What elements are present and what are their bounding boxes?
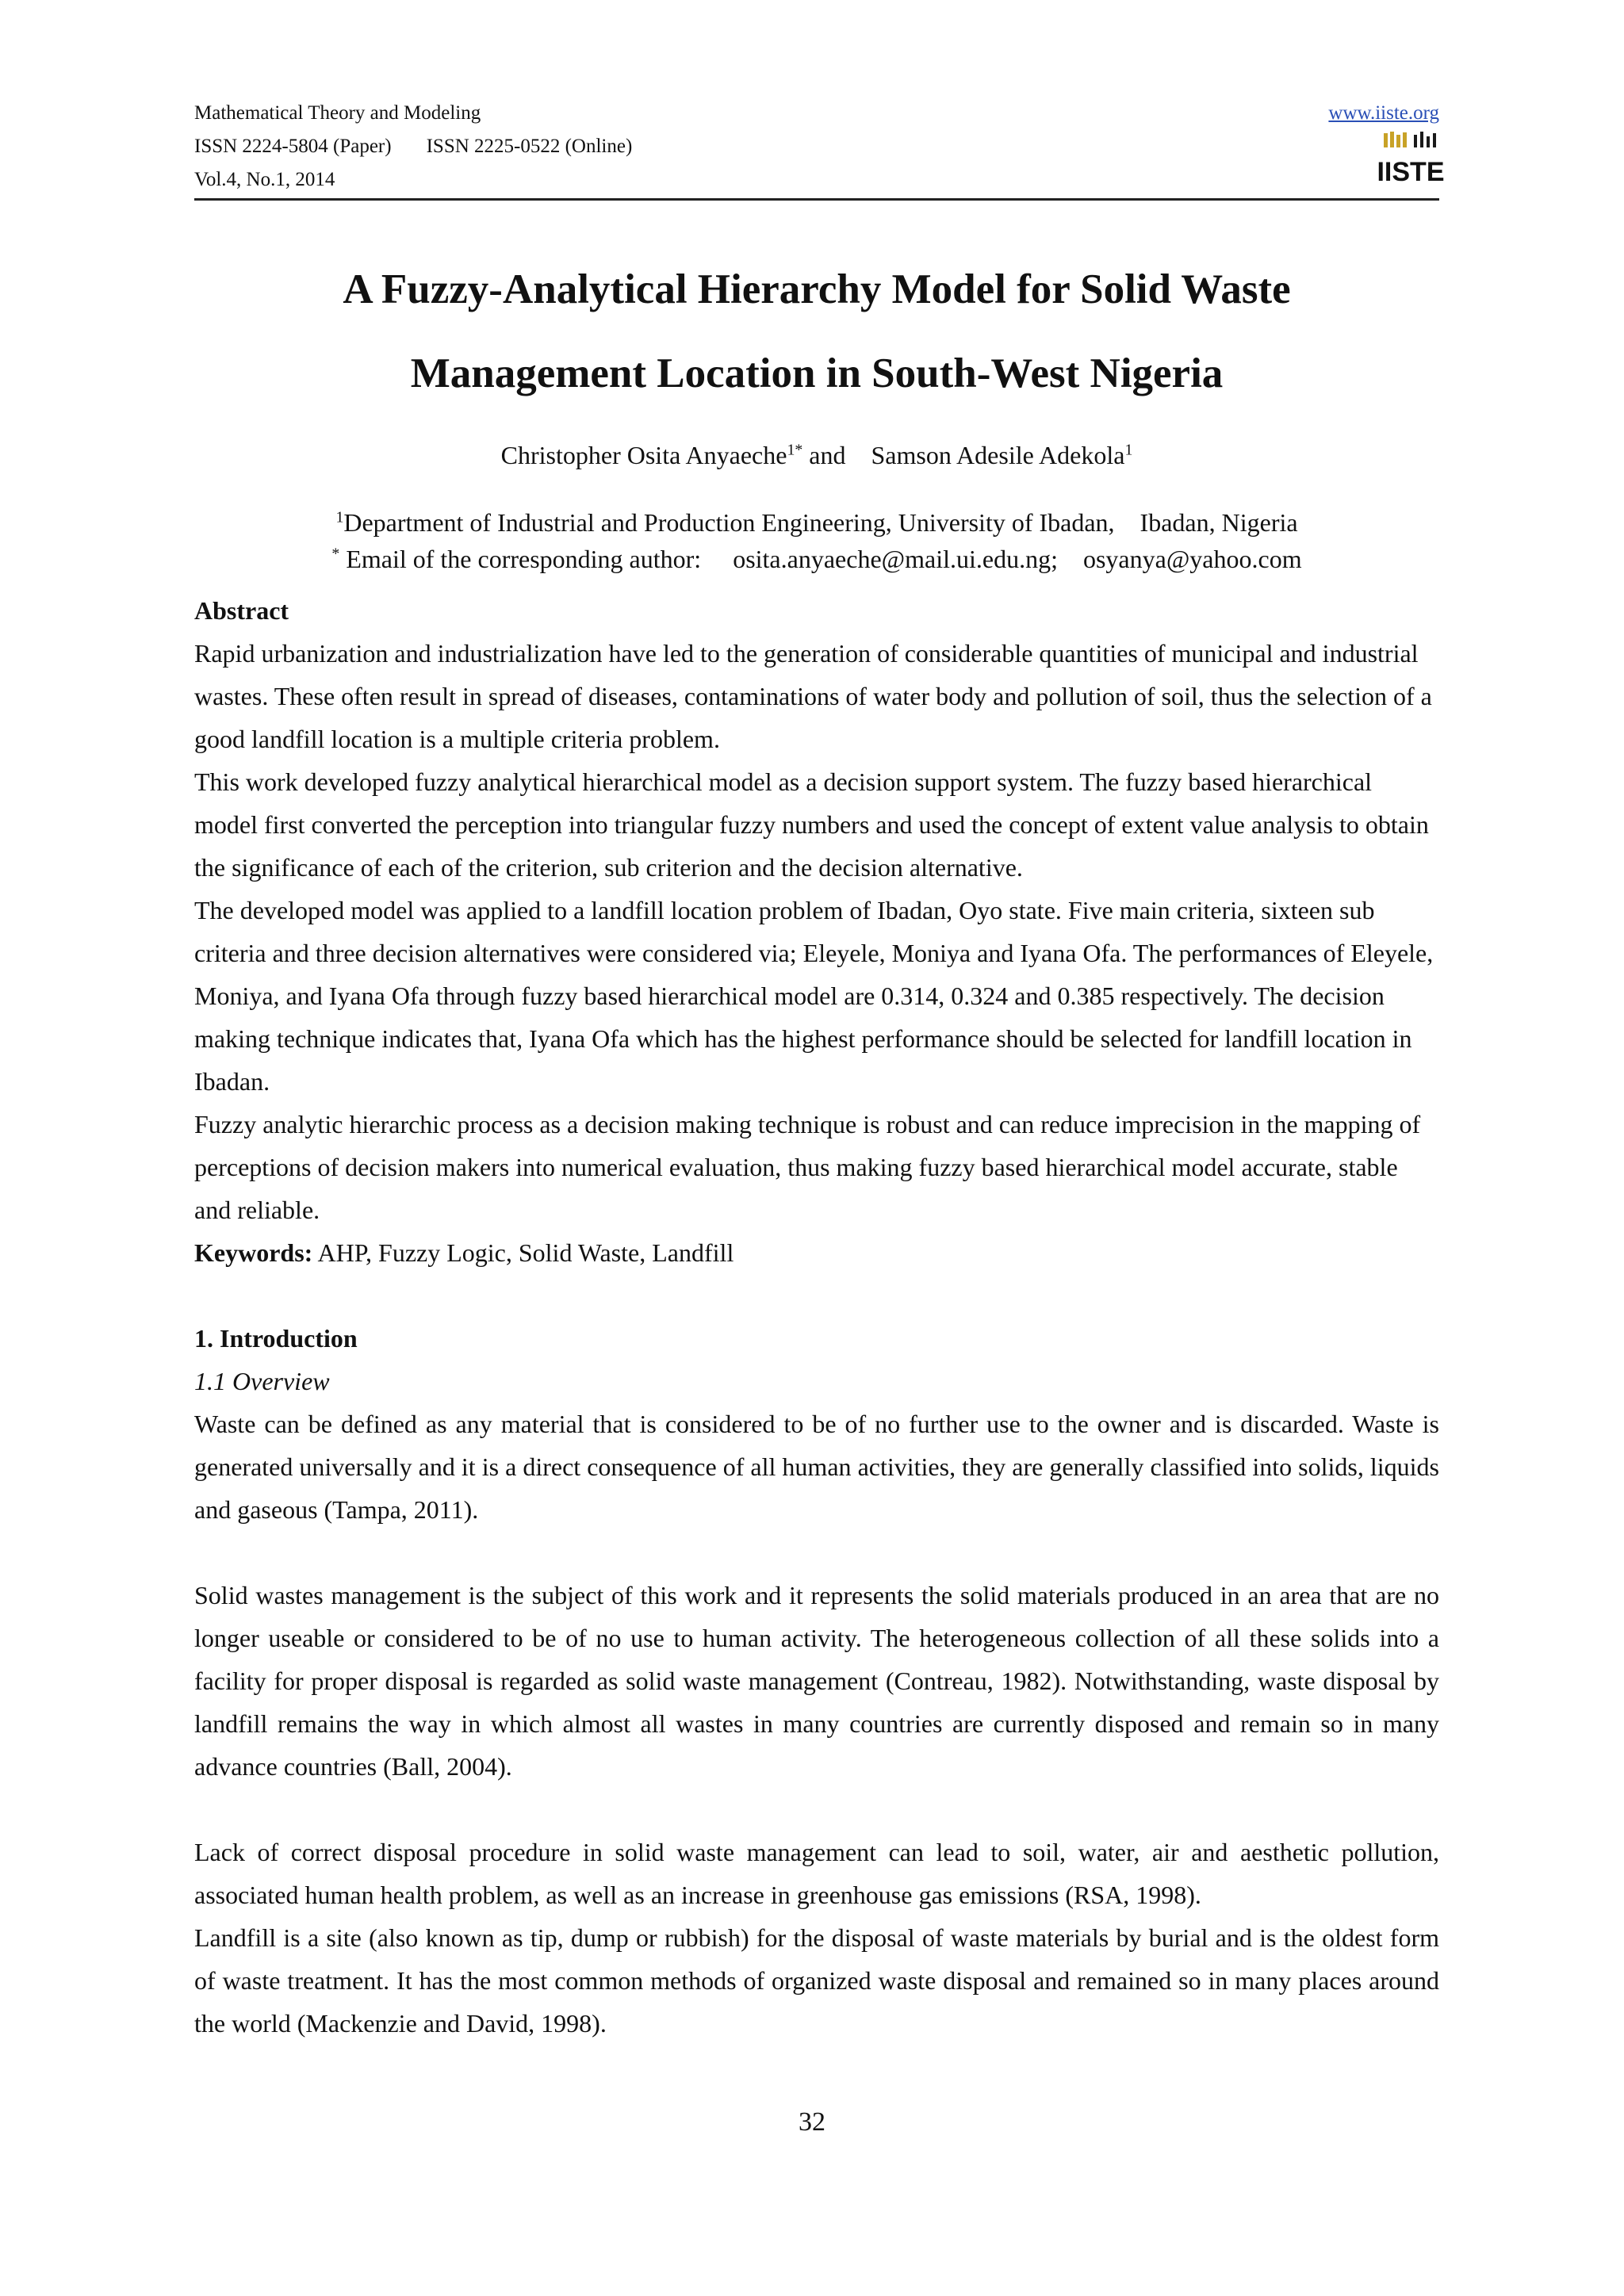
affiliation-text: Department of Industrial and Production Engineering, University of Ibadan, Ibadan, Nigeria [343, 508, 1298, 537]
intro-paragraph-4: Landfill is a site (also known as tip, dump or rubbish) for the disposal of waste materials by burial and is the oldest form of waste treatment. It has the most common methods of organized waste disposal and remained so in many places around the world (Mackenzie and David, 1998). [194, 1923, 1439, 2038]
journal-url-link[interactable]: www.iiste.org [1328, 102, 1439, 124]
affiliation-sup: 1 [335, 508, 344, 526]
page-number: 32 [799, 2107, 825, 2137]
journal-info [194, 97, 1439, 197]
author-2-sup: 1 [1124, 441, 1133, 459]
abstract-paragraph-1: Rapid urbanization and industrialization have led to the generation of considerable quantities of municipal and industrial wastes. These often result in spread of diseases, contaminations of water body and pollution of soil, thus the selection of a good landfill location is a multiple criteria problem. [194, 639, 1432, 753]
intro-paragraph-3: Lack of correct disposal procedure in solid waste management can lead to soil, water, air and aesthetic pollution, associated human health problem, as well as an increase in greenhouse gas emissions (RSA, 1998). [194, 1838, 1439, 1909]
section-heading-introduction: 1. Introduction [194, 1324, 358, 1353]
journal-name: Mathematical Theory and Modeling [194, 102, 481, 124]
author-1-sup: 1* [787, 441, 803, 459]
issn-line [194, 130, 1439, 163]
email-2: osyanya@yahoo.com [1082, 545, 1302, 573]
journal-header [194, 97, 1445, 197]
keywords-line [194, 1231, 1439, 1274]
authors-and: and [809, 441, 846, 469]
subsection-heading-overview: 1.1 Overview [194, 1367, 330, 1395]
paper-body [194, 589, 1439, 2045]
keywords-text: AHP, Fuzzy Logic, Solid Waste, Landfill [317, 1238, 734, 1267]
author-2: Samson Adesile Adekola [871, 441, 1125, 469]
abstract-paragraph-4: Fuzzy analytic hierarchic process as a decision making technique is robust and can reduce imprecision in the mapping of perceptions of decision makers into numerical evaluation, thus making fuzzy based hierarchical model accurate, stable and reliable. [194, 1110, 1421, 1224]
affiliation-block [194, 504, 1439, 577]
intro-paragraph-1: Waste can be defined as any material that is considered to be of no further use to the owner and is discarded. Waste is generated universally and it is a direct consequence of all human activities, they are generally classified into solids, liquids and gaseous (Tampa, 2011). [194, 1410, 1439, 1524]
intro-paragraph-2: Solid wastes management is the subject of this work and it represents the solid materials produced in an area that are no longer useable or considered to be of no use to human activity. The heterogeneous collection of all these solids into a facility for proper disposal is regarded as solid waste management (Contreau, 1982). Notwithstanding, waste disposal by landfill remains the way in which almost all wastes in many countries are currently disposed and remain so in many advance countries (Ball, 2004). [194, 1581, 1439, 1781]
keywords-label: Keywords: [194, 1238, 313, 1267]
header-rule [194, 198, 1439, 201]
paper-title [194, 247, 1439, 415]
abstract-paragraph-2: This work developed fuzzy analytical hierarchical model as a decision support system. The fuzzy based hierarchical model first converted the perception into triangular fuzzy numbers and used the concept of extent value analysis to obtain the significance of each of the criterion, sub criterion and the decision alternative. [194, 767, 1429, 882]
iiste-logo-text: IISTE [1377, 157, 1445, 187]
iiste-logo [1377, 130, 1445, 187]
abstract-heading: Abstract [194, 596, 289, 625]
email-1: osita.anyaeche@mail.ui.edu.ng; [733, 545, 1058, 573]
affiliation-line [194, 504, 1439, 541]
email-sup: * [331, 545, 340, 563]
issn-online: ISSN 2225-0522 (Online) [426, 136, 633, 157]
title-line-2: Management Location in South-West Nigeria [410, 350, 1224, 396]
issn-paper: ISSN 2224-5804 (Paper) [194, 136, 392, 157]
email-label: Email of the corresponding author: [346, 545, 702, 573]
email-line [194, 541, 1439, 577]
title-line-1: A Fuzzy-Analytical Hierarchy Model for Solid Waste [343, 266, 1291, 312]
authors-line [194, 438, 1439, 473]
abstract-paragraph-3: The developed model was applied to a landfill location problem of Ibadan, Oyo state. Five main criteria, sixteen sub criteria and three decision alternatives were considered via; Eleyele, Moniya and Iyana Ofa. The performances of Eleyele, Moniya, and Iyana Ofa through fuzzy based hierarchical model are 0.314, 0.324 and 0.385 respectively. The decision making technique indicates that, Iyana Ofa which has the highest performance should be selected for landfill location in Ibadan. [194, 896, 1434, 1096]
author-1: Christopher Osita Anyaeche [500, 441, 787, 469]
volume-info: Vol.4, No.1, 2014 [194, 169, 335, 190]
